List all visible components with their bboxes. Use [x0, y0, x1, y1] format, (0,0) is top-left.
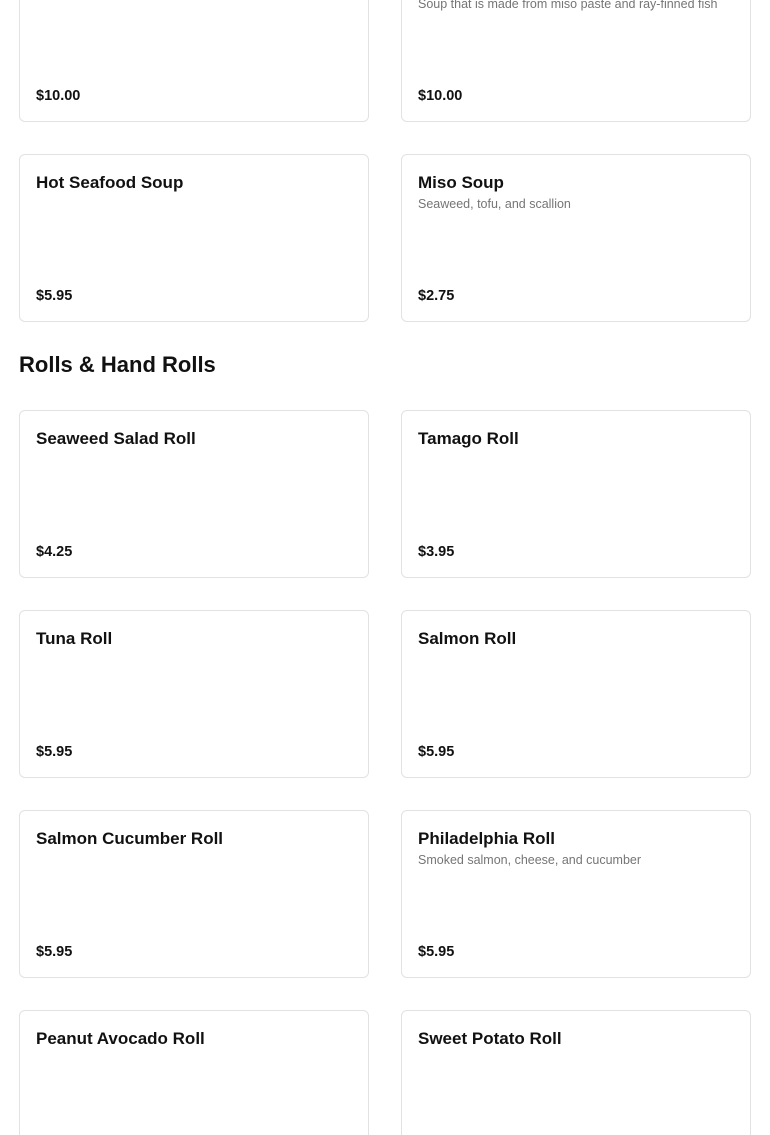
item-price: $2.75 [418, 288, 455, 304]
menu-item-card[interactable] [401, 410, 751, 578]
item-name: Peanut Avocado Roll [36, 1029, 205, 1048]
menu-item-card[interactable] [19, 0, 369, 122]
menu-item-card[interactable] [401, 1010, 751, 1135]
item-name: Salmon Roll [418, 629, 517, 648]
menu-item-card[interactable] [19, 810, 369, 978]
menu-item-card[interactable] [401, 610, 751, 778]
menu-item-card[interactable] [401, 154, 751, 322]
item-price: $5.95 [418, 744, 455, 760]
item-description: Smoked salmon, cheese, and cucumber [418, 853, 642, 867]
item-price: $5.95 [418, 944, 455, 960]
menu-item-card[interactable] [401, 810, 751, 978]
menu-item-card[interactable] [19, 410, 369, 578]
menu-item-card[interactable] [19, 1010, 369, 1135]
item-name: Salmon Cucumber Roll [36, 829, 224, 848]
item-price: $5.95 [36, 744, 73, 760]
menu-item-card[interactable] [401, 0, 751, 122]
item-price: $3.95 [418, 544, 455, 560]
item-description: Soup that is made from miso paste and ray-finned fish [418, 0, 718, 11]
item-description: Seaweed, tofu, and scallion [418, 197, 571, 211]
item-price: $10.00 [36, 88, 81, 104]
item-name: Tamago Roll [418, 429, 519, 448]
item-name: Miso Soup [418, 173, 504, 192]
item-name: Philadelphia Roll [418, 829, 555, 848]
item-name: Sweet Potato Roll [418, 1029, 562, 1048]
menu-item-card[interactable] [19, 154, 369, 322]
item-name: Seaweed Salad Roll [36, 429, 196, 448]
item-price: $5.95 [36, 288, 73, 304]
item-price: $5.95 [36, 944, 73, 960]
item-price: $4.25 [36, 544, 73, 560]
menu-item-card[interactable] [19, 610, 369, 778]
item-price: $10.00 [418, 88, 463, 104]
item-name: Hot Seafood Soup [36, 173, 184, 192]
item-name: Tuna Roll [36, 629, 113, 648]
section-title: Rolls & Hand Rolls [19, 352, 216, 377]
